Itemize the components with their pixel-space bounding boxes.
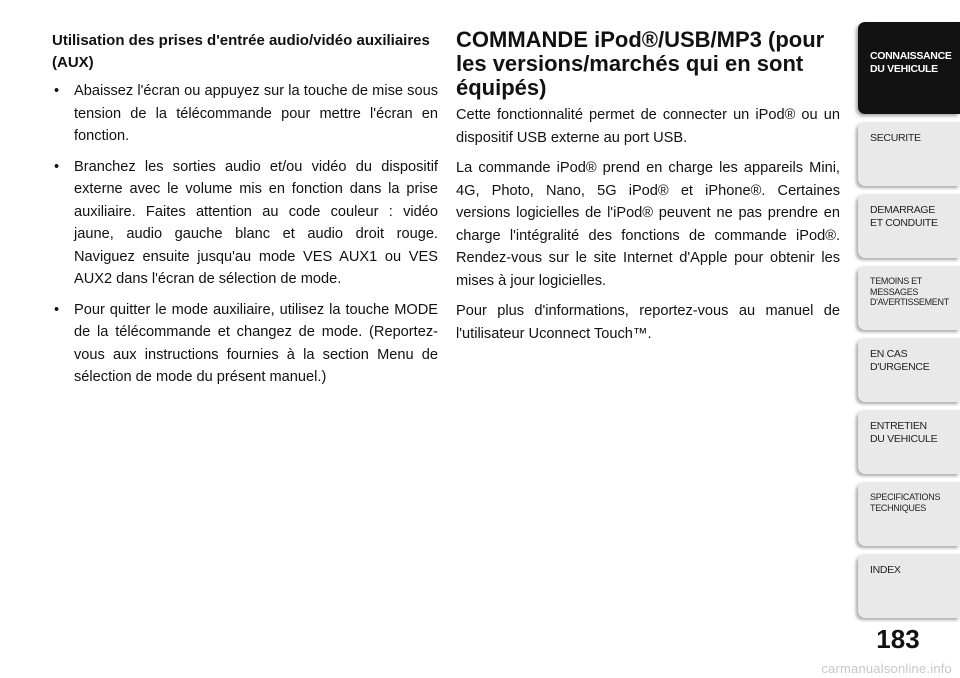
paragraph: La commande iPod® prend en charge les appareils Mini, 4G, Photo, Nano, 5G iPod® et iPhone®. Certaines versions logicielles de l'iPod® peuvent ne pas prendre en charge l'intégralité des fonctions de commande iPod®. Rendez-vous sur le site Internet d'Apple pour obtenir les mises à jour logicielles. <box>456 160 840 289</box>
tab-index[interactable]: INDEX <box>858 554 960 618</box>
list-item: • Branchez les sorties audio et/ou vidéo du dispositif externe avec le volume mis en fonction dans la prise auxiliaire. Faites attention au code couleur : vidéo jaune, audio gauche blanc et audio droit rouge. Naviguez ensuite jusqu'au mode VES AUX1 ou VES AUX2 dans l'écran de sélection de mode. <box>52 156 438 291</box>
tab-connaissance-du-vehicule[interactable]: CONNAISSANCE DU VEHICULE <box>858 22 960 114</box>
paragraph: Cette fonctionnalité permet de connecter un iPod® ou un dispositif USB externe au port USB. <box>456 107 840 146</box>
tab-temoins-et-messages[interactable]: TEMOINS ET MESSAGES D'AVERTISSEMENT <box>858 266 960 330</box>
bullet-icon: • <box>54 83 60 99</box>
list-item: • Pour quitter le mode auxiliaire, utilisez la touche MODE de la télécommande et changez de mode. (Reportez-vous aux instructions fournies à la section Menu de sélection de mode du présent manuel.) <box>52 299 438 389</box>
left-column <box>52 30 438 397</box>
chapter-tabs <box>858 22 960 626</box>
watermark: carmanualsonline.info <box>821 661 952 676</box>
bullet-icon: • <box>54 158 60 175</box>
paragraph: Pour plus d'informations, reportez-vous au manuel de l'utilisateur Uconnect Touch™. <box>456 303 840 342</box>
tab-securite[interactable]: SECURITE <box>858 122 960 186</box>
tab-en-cas-d-urgence[interactable]: EN CAS D'URGENCE <box>858 338 960 402</box>
bullet-icon: • <box>54 301 60 318</box>
right-column <box>456 28 840 353</box>
page-number: 183 <box>876 624 920 654</box>
section-subheading: Utilisation des prises d'entrée audio/vidéo auxiliaires (AUX) <box>52 32 430 71</box>
tab-entretien-du-vehicule[interactable]: ENTRETIEN DU VEHICULE <box>858 410 960 474</box>
list-item: • Abaissez l'écran ou appuyez sur la touche de mise sous tension de la télécommande pour mettre l'écran en fonction. <box>52 80 438 148</box>
tab-demarrage-et-conduite[interactable]: DEMARRAGE ET CONDUITE <box>858 194 960 258</box>
tab-specifications-techniques[interactable]: SPECIFICATIONS TECHNIQUES <box>858 482 960 546</box>
bullet-list <box>52 80 438 389</box>
section-title: COMMANDE iPod®/USB/MP3 (pour les versions/marchés qui en sont équipés) <box>456 27 825 100</box>
